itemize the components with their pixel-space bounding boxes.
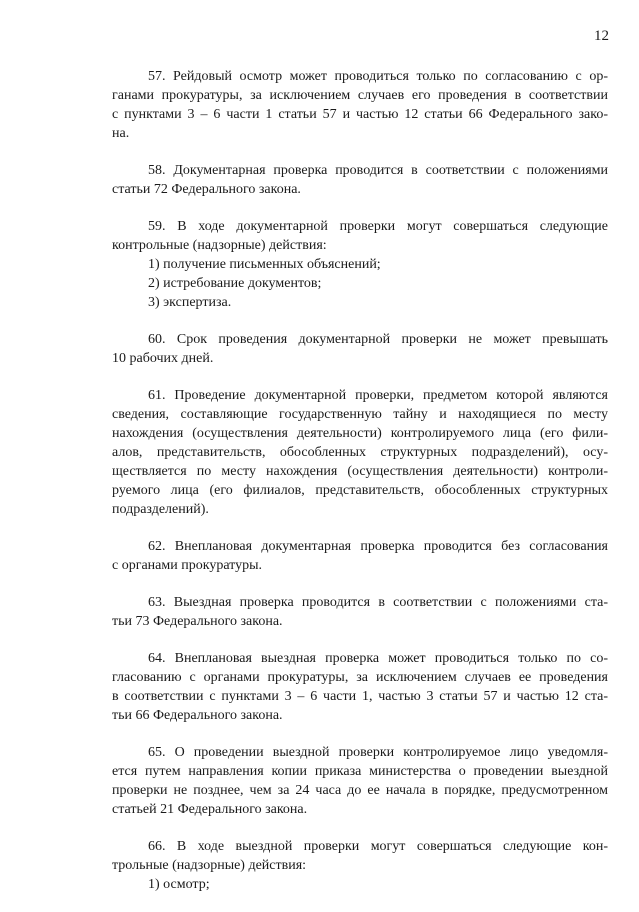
list-item: 3) экспертиза. [148, 295, 232, 310]
paragraph-line: ществляется по месту нахождения (осуществления деятельности) контроли- [112, 464, 608, 479]
paragraph-line: контрольные (надзорные) действия: [112, 238, 327, 253]
paragraph [112, 537, 608, 575]
paragraph-line: ганами прокуратуры, за исключением случаев его проведения в соответствии [112, 88, 608, 103]
paragraph-line: 63. Выездная проверка проводится в соответствии с положениями ста- [148, 595, 608, 610]
list-item: 1) осмотр; [148, 877, 210, 892]
paragraph-line: 65. О проведении выездной проверки контролируемое лицо уведомля- [148, 745, 608, 760]
paragraph-line: с пунктами 3 – 6 части 1 статьи 57 и частью 12 статьи 66 Федерального зако- [112, 107, 608, 122]
paragraph-line: 10 рабочих дней. [112, 351, 214, 366]
paragraph [112, 386, 608, 519]
paragraph-line: сведения, составляющие государственную тайну и находящиеся по месту [112, 407, 608, 422]
paragraph [112, 217, 608, 312]
paragraph-line: трольные (надзорные) действия: [112, 858, 307, 873]
paragraph-line: 57. Рейдовый осмотр может проводиться только по согласованию с ор- [148, 69, 608, 84]
paragraph-line: гласованию с органами прокуратуры, за исключением случаев ее проведения [112, 670, 608, 685]
paragraph [112, 649, 608, 725]
paragraph-line: статьей 21 Федерального закона. [112, 802, 308, 817]
paragraph [112, 67, 608, 143]
paragraph [112, 837, 608, 894]
paragraph-line: проверки не позднее, чем за 24 часа до ее начала в порядке, предусмотренном [112, 783, 608, 798]
paragraph-line: 60. Срок проведения документарной проверки не может превышать [148, 332, 608, 347]
paragraph-line: 59. В ходе документарной проверки могут совершаться следующие [148, 219, 608, 234]
paragraph-line: ется путем направления копии приказа министерства о проведении выездной [112, 764, 608, 779]
list-item: 2) истребование документов; [148, 276, 322, 291]
paragraph-line: на. [112, 126, 130, 141]
paragraph-line: алов, представительств, обособленных структурных подразделений), осу- [112, 445, 608, 460]
paragraph-line: руемого лица (его филиалов, представительств, обособленных структурных [112, 483, 608, 498]
paragraph-line: тьи 73 Федерального закона. [112, 614, 283, 629]
paragraph-line: статьи 72 Федерального закона. [112, 182, 301, 197]
paragraph [112, 593, 608, 631]
paragraph-line: нахождения (осуществления деятельности) контролируемого лица (его фили- [112, 426, 608, 441]
paragraph-line: подразделений). [112, 502, 209, 517]
paragraph [112, 743, 608, 819]
paragraph-line: тьи 66 Федерального закона. [112, 708, 283, 723]
document-body [112, 67, 608, 912]
paragraph-line: 62. Внеплановая документарная проверка проводится без согласования [148, 539, 608, 554]
list-item: 1) получение письменных объяснений; [148, 257, 381, 272]
paragraph-line: 64. Внеплановая выездная проверка может проводиться только по со- [148, 651, 608, 666]
paragraph-line: с органами прокуратуры. [112, 558, 263, 573]
paragraph-line: 61. Проведение документарной проверки, предметом которой являются [148, 388, 608, 403]
page-number: 12 [594, 28, 609, 44]
paragraph-line: 58. Документарная проверка проводится в соответствии с положениями [148, 163, 608, 178]
paragraph [112, 161, 608, 199]
paragraph-line: 66. В ходе выездной проверки могут совершаться следующие кон- [148, 839, 608, 854]
paragraph [112, 330, 608, 368]
paragraph-line: в соответствии с пунктами 3 – 6 части 1, частью 3 статьи 57 и частью 12 ста- [112, 689, 608, 704]
